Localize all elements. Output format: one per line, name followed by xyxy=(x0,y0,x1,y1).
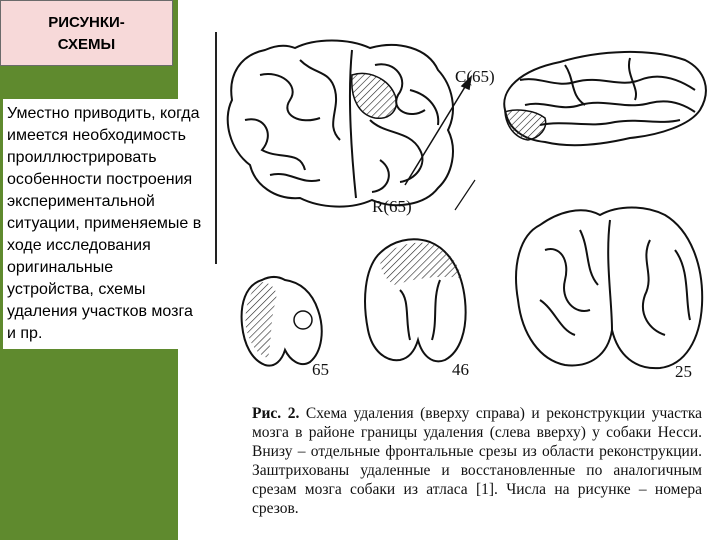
figure-caption xyxy=(252,404,702,518)
section-label-65: 65 xyxy=(312,360,329,379)
caption-text: Схема удаления (вверху справа) и реконструкции участка мозга в районе границы удаления (слева вверху) у собаки Несси. Внизу – отдельные фронтальные срезы из области реконструкции. Заштрихованы удаленные и восстановленные по аналогичным срезам мозга собаки из атласа [1]. Числа на рисунке – номера срезов. xyxy=(252,405,703,517)
slide-description xyxy=(3,99,203,349)
section-46-hatch xyxy=(380,243,462,285)
label-c: C(65) xyxy=(455,67,495,86)
description-text: Уместно приводить, когда имеется необходимость проиллюстрировать особенности построения экспериментальной ситуации, применяемые в ходе исследования оригинальные устройства, схемы удаления участков мозга и пр. xyxy=(7,105,202,342)
section-65-circle xyxy=(294,311,312,329)
pointer-arrow xyxy=(405,77,471,185)
slide-title xyxy=(0,0,173,66)
slide-title-line2: СХЕМЫ xyxy=(57,36,116,53)
section-label-25: 25 xyxy=(675,362,692,381)
caption-bold: Рис. 2. xyxy=(252,405,300,422)
lateral-hatch xyxy=(505,110,546,140)
section-25-drawing xyxy=(516,208,702,369)
removed-area-hatch xyxy=(352,74,397,119)
section-label-46: 46 xyxy=(452,360,469,379)
brain-dorsal-drawing xyxy=(228,41,453,207)
pointer-line xyxy=(455,180,475,210)
slide-title-line1: РИСУНКИ- xyxy=(48,14,125,31)
label-r: R(65) xyxy=(372,197,412,216)
section-65-hatch xyxy=(246,282,277,358)
